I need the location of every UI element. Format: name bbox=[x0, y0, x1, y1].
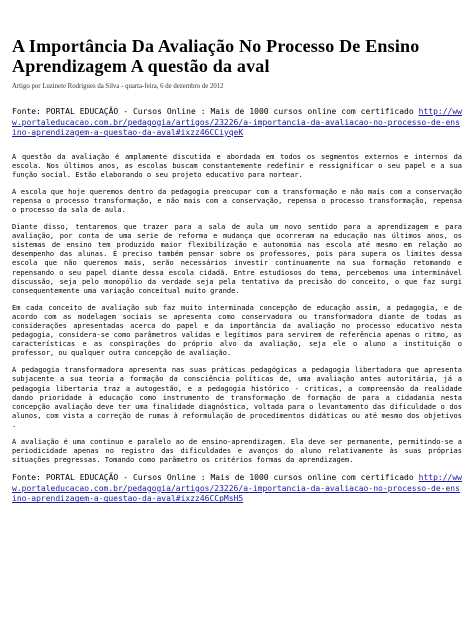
document-title: A Importância Da Avaliação No Processo De Ensino Aprendizagem A questão da aval bbox=[12, 36, 420, 76]
article-body bbox=[12, 107, 462, 505]
paragraph: A questão da avaliação é amplamente discutida e abordada em todos os segmentos externos e internos da escola. Nos últimos anos, as escolas buscam constantemente redefinir e ressignificar o seu papel e a sua função social. Estão elaborando o seu projeto educativo para nortear. bbox=[12, 152, 462, 179]
paragraph: A avaliação é uma continuo e paralelo ao de ensino-aprendizagem. Ela deve ser permanente, permitindo-se a periodicidade apenas no registro das dificuldades e avanços do aluno relativamente às suas próprias situações pregressas. Tomando como parâmetro os critérios formas da aprendizagem. bbox=[12, 438, 462, 465]
article-byline: Artigo por Luzinete Rodrigues da Silva - quarta-feira, 6 de dezembro de 2012 bbox=[12, 83, 224, 90]
paragraph: Diante disso, tentaremos que trazer para a sala de aula um novo sentido para a aprendizagem e para avaliação, por conta de uma serie de reforma e mudança que ocorreram na educação nas últimos anos, os sistemas de ensino tem produzido maior flexibilização e autonomia nas escola até mesmo em relação ao desempenho das alunas. É preciso também pensar sobre os professores, pois para supera os limites dessa escola que não queremos mais, serão necessários investir continuamente na sua formação retomando e repensando o seu papel diante dessa escola cidadã. Entre estudiosos do tema, percebemos uma interminável discussão, seja pelo monopólio da verdade seja pela tentativa da precisão do conceito, o que faz surgi consequentemente uma variação conceitual muito grande. bbox=[12, 223, 462, 295]
source-link[interactable]: http://www.portaleducacao.com.br/pedagogia/artigos/23226/a-importancia-da-avaliacao-no-processo-de-ensino-aprendizagem-a-questao-da-aval#ixzz46CCiyqeK bbox=[12, 107, 462, 137]
paragraph: A pedagogia transformadora apresenta nas suas práticas pedagógicas a pedagogia libertadora que apresenta subjacente a sua teoria a formação da consciência políticas de, uma avaliação antes autoritária, já a pedagogia libertaria traz a autogestão, e a pedagogia histórico - criticas, a compreensão da realidade dando prioridade à educação como instrumento de transformação de formação de para a cidadania nesta concepção avaliação deve ter uma finalidade diagnóstica, voltada para o levantamento das dificuldade o dos alunos, com vista a correção de rumas à reformulação de procedimentos didáticas ou até mesmo dos objetivos . bbox=[12, 366, 462, 429]
source-citation-bottom bbox=[12, 473, 462, 505]
source-citation-top bbox=[12, 107, 462, 139]
source-text: Fonte: PORTAL EDUCAÇÃO - Cursos Online : Mais de 1000 cursos online com certificado bbox=[12, 107, 414, 116]
paragraph: Em cada conceito de avaliação sub faz muito interminada concepção de educação assim, a pedagogia, e de acordo com as modelagem sociais se apresenta como conservadora ou transformadora diante de todas as considerações apresentadas acerca do papel e da importância da avaliação no processo educativo nesta pedagogia, considera-se como parâmetros validas e legítimos para servirem de referência apenas o ritmo, as características e as conspirações do próprio alvo da avaliação, seja ele o aluno a instituição o professor, ou qualquer outra concepção de avaliação. bbox=[12, 303, 462, 358]
source-link[interactable]: http://www.portaleducacao.com.br/pedagogia/artigos/23226/a-importancia-da-avaliacao-no-processo-de-ensino-aprendizagem-a-questao-da-aval#ixzz46CCpMsH5 bbox=[12, 473, 462, 504]
paragraph: A escola que hoje queremos dentro da pedagogia preocupar com a transformação e não mais com a conservação repensa o processo transformação, e não mais com a conservação, repensa o processo transformação, repensa o processo da sala de aula. bbox=[12, 187, 462, 214]
source-text: Fonte: PORTAL EDUCAÇÃO - Cursos Online : Mais de 1000 cursos online com certificado bbox=[12, 473, 414, 483]
